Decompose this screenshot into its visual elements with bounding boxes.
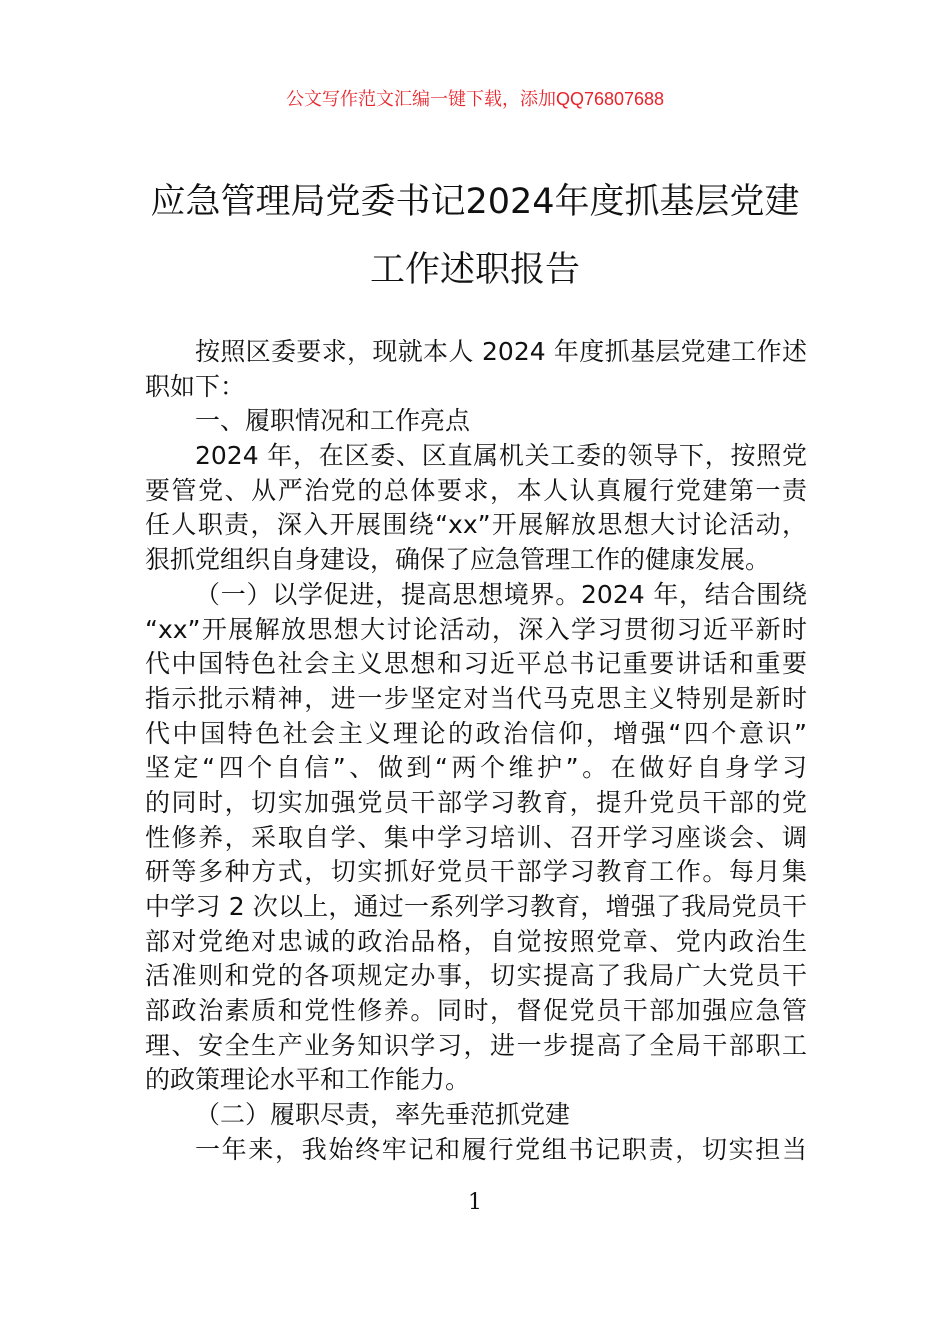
watermark-download-notice: 公文写作范文汇编一键下载，添加QQ76807688 bbox=[285, 89, 665, 109]
body-text-line: 按照区委要求，现就本人 2024 年度抓基层党建工作述 bbox=[195, 337, 807, 366]
body-text-line: 要管党、从严治党的总体要求，本人认真履行党建第一责 bbox=[145, 475, 807, 505]
document-title-line-2: 工作述职报告 bbox=[369, 250, 580, 290]
body-text-line: （二）履职尽责，率先垂范抓党建 bbox=[195, 1100, 571, 1130]
body-text-line: 2024 年，在区委、区直属机关工委的领导下，按照党 bbox=[195, 441, 807, 471]
body-text-line: 性修养，采取自学、集中学习培训、召开学习座谈会、调 bbox=[145, 822, 807, 852]
body-text-line: （一）以学促进，提高思想境界。2024 年，结合围绕 bbox=[195, 579, 807, 609]
page-number: 1 bbox=[468, 1190, 482, 1215]
body-text-line: 指示批示精神，进一步坚定对当代马克思主义特别是新时 bbox=[145, 683, 807, 713]
body-text-line: 坚定“四个自信”、做到“两个维护”。在做好自身学习 bbox=[145, 753, 807, 783]
body-text-line: 代中国特色社会主义理论的政治信仰，增强“四个意识” bbox=[145, 718, 807, 748]
body-text-line: 职如下： bbox=[145, 371, 246, 401]
body-text-line: 的政策理论水平和工作能力。 bbox=[145, 1065, 471, 1095]
document-title-line-1: 应急管理局党委书记2024年度抓基层党建 bbox=[150, 182, 800, 222]
body-text-line: 狠抓党组织自身建设，确保了应急管理工作的健康发展。 bbox=[145, 545, 771, 575]
body-text-line: 部对党绝对忠诚的政治品格，自觉按照党章、党内政治生 bbox=[145, 926, 807, 956]
body-text-line: 的同时，切实加强党员干部学习教育，提升党员干部的党 bbox=[145, 787, 807, 817]
body-text-line: 中学习 2 次以上，通过一系列学习教育，增强了我局党员干 bbox=[145, 892, 807, 921]
body-text-line: “xx”开展解放思想大讨论活动，深入学习贯彻习近平新时 bbox=[145, 614, 807, 644]
body-text-line: 部政治素质和党性修养。同时，督促党员干部加强应急管 bbox=[145, 996, 807, 1026]
body-text-line: 研等多种方式，切实抓好党员干部学习教育工作。每月集 bbox=[145, 857, 807, 887]
body-text-line: 任人职责，深入开展围绕“xx”开展解放思想大讨论活动， bbox=[145, 510, 807, 540]
body-text-line: 一、履职情况和工作亮点 bbox=[195, 406, 471, 436]
document-body bbox=[145, 335, 807, 1168]
body-text-line: 理、安全生产业务知识学习，进一步提高了全局干部职工 bbox=[145, 1030, 807, 1060]
body-text-line: 活准则和党的各项规定办事，切实提高了我局广大党员干 bbox=[145, 961, 807, 991]
body-text-line: 一年来，我始终牢记和履行党组书记职责，切实担当 bbox=[195, 1134, 807, 1164]
body-text-line: 代中国特色社会主义思想和习近平总书记重要讲话和重要 bbox=[145, 649, 807, 679]
